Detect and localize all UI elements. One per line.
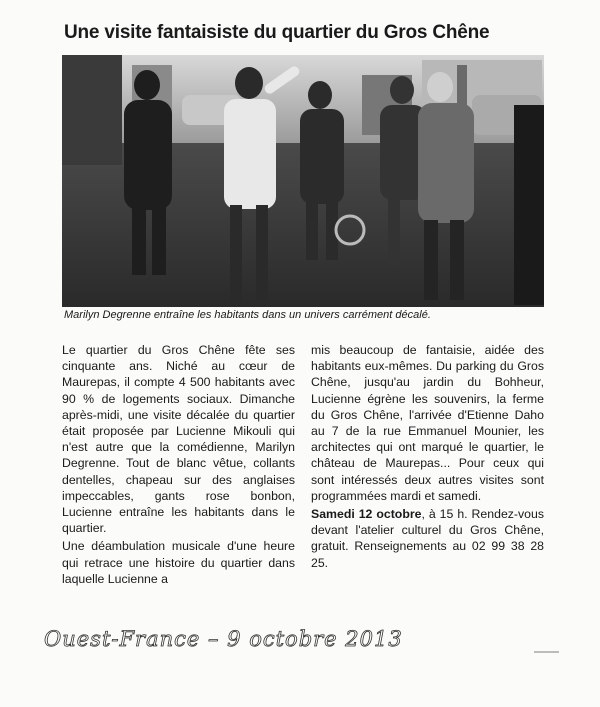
photo-caption: Marilyn Degrenne entraîne les habitants dans un univers carrément décalé.: [64, 309, 431, 321]
paragraph: Le quartier du Gros Chêne fête ses cinquante ans. Niché au cœur de Maurepas, il compte 4 500 habitants avec 90 % de logements sociaux. Dimanche après-midi, une visite décalée du quartier était proposée par Lucienne Mikouli qui n'est autre que la comédienne, Marilyn Degrenne. Tout de blanc vêtue, collants dentelles, chapeau sur des anglaises impeccables, gants rose bonbon, Lucienne entraîne les habitants dans le quartier.: [62, 343, 295, 536]
event-date: Samedi 12 octobre: [311, 507, 422, 522]
handwritten-source-date: Ouest-France – 9 octobre 2013: [44, 627, 403, 651]
handwritten-note: [44, 614, 564, 664]
event-info: [311, 506, 544, 571]
article-photo: [62, 55, 544, 307]
paragraph: Une déambulation musicale d'une heure qui retrace une histoire du quartier dans laquelle Lucienne a: [62, 539, 295, 586]
article-column-1: [62, 342, 295, 587]
event-details: , à 15 h. Rendez-vous devant l'atelier culturel du Gros Chêne, gratuit. Renseignements au 02 99 38 28 25.: [311, 507, 544, 570]
article-headline: Une visite fantaisiste du quartier du Gros Chêne: [64, 22, 490, 43]
paragraph: mis beaucoup de fantaisie, aidée des habitants eux-mêmes. Du parking du Gros Chêne, jusqu'au jardin du Bohheur, Lucienne égrène les souvenirs, la ferme du Gros Chêne, l'arrivée d'Etienne Daho au 7 de la rue Emmanuel Mounier, les architectes qui ont marqué le quartier, le château de Maurepas... Pour ceux qui sont intéressés deux autres visites sont programmées mardi et samedi.: [311, 343, 544, 503]
article-column-2: [311, 342, 544, 571]
